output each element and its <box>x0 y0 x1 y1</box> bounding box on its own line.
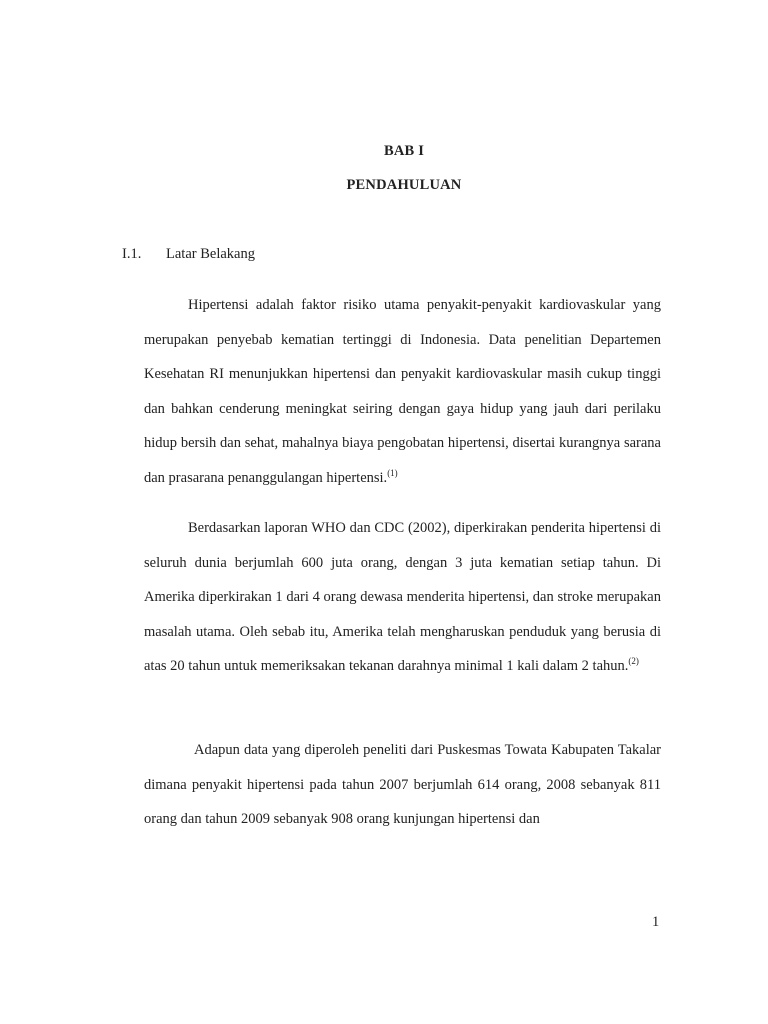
paragraph-2 <box>144 511 661 684</box>
citation-marker: (1) <box>387 467 398 478</box>
page-number: 1 <box>652 914 660 930</box>
citation-marker: (2) <box>628 656 639 666</box>
section-heading <box>122 246 255 263</box>
paragraph-text: Hipertensi adalah faktor risiko utama penyakit-penyakit kardiovaskular yang merupakan penyebab kematian tertinggi di Indonesia. Data penelitian Departemen Kesehatan RI menunjukkan hipertensi dan penyakit kardiovaskular masih cukup tinggi dan bahkan cenderung meningkat seiring dengan gaya hidup yang jauh dari perilaku hidup bersih dan sehat, mahalnya biaya pengobatan hipertensi, disertai kurangnya sarana dan prasarana penanggulangan hipertensi. <box>144 297 661 486</box>
paragraph-text: Berdasarkan laporan WHO dan CDC (2002), diperkirakan penderita hipertensi di seluruh dunia berjumlah 600 juta orang, dengan 3 juta kematian setiap tahun. Di Amerika diperkirakan 1 dari 4 orang dewasa menderita hipertensi, dan stroke merupakan masalah utama. Oleh sebab itu, Amerika telah mengharuskan penduduk yang berusia di atas 20 tahun untuk memeriksakan tekanan darahnya minimal 1 kali dalam 2 tahun. <box>144 520 661 674</box>
chapter-title: PENDAHULUAN <box>346 177 462 193</box>
paragraph-1 <box>144 288 661 495</box>
section-number: I.1. <box>122 246 142 262</box>
section-title: Latar Belakang <box>166 246 255 262</box>
paragraph-text: Adapun data yang diperoleh peneliti dari Puskesmas Towata Kabupaten Takalar dimana penyakit hipertensi pada tahun 2007 berjumlah 614 orang, 2008 sebanyak 811 orang dan tahun 2009 sebanyak 908 orang kunjungan hipertensi dan <box>144 742 661 827</box>
paragraph-3 <box>144 733 661 837</box>
chapter-number: BAB I <box>383 143 425 159</box>
